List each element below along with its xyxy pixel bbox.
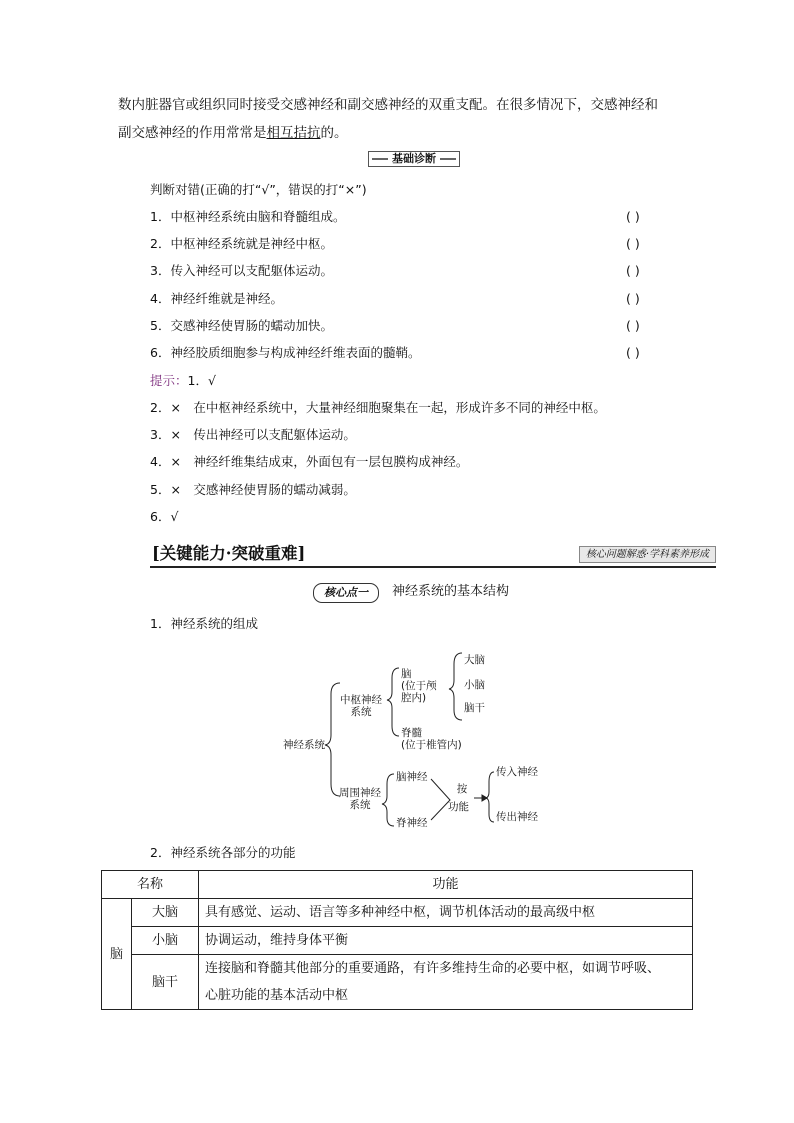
- intro-line-1: 数内脏器官或组织同时接受交感神经和副交感神经的双重支配。在很多情况下，交感神经和: [118, 97, 658, 113]
- answer-blank[interactable]: ( ): [626, 209, 640, 224]
- answer-blank[interactable]: ( ): [626, 263, 640, 278]
- spinal-nerve-label: 脊神经: [396, 817, 428, 829]
- answer-blank[interactable]: ( ): [626, 345, 640, 360]
- row-function-line-2: 心脏功能的基本活动中枢: [205, 988, 349, 1003]
- judge-item: 1．中枢神经系统由脑和脊髓组成。: [150, 209, 346, 224]
- pns-brace: [382, 774, 394, 826]
- cerebellum-label: 小脑: [464, 679, 485, 691]
- row-function-line-1: 连接脑和脊髓其他部分的重要通路，有许多维持生命的必要中枢，如调节呼吸、: [205, 961, 661, 976]
- hint-answer: 3．× 传出神经可以支配躯体运动。: [150, 427, 356, 442]
- table-header-row: [102, 871, 693, 899]
- pns-label: [338, 787, 382, 811]
- keypoint-badge: 核心点一: [313, 583, 379, 603]
- merge-lines: [431, 779, 450, 820]
- intro-text: 副交感神经的作用常常是: [118, 125, 267, 141]
- hint-answer: 1．√: [187, 373, 216, 388]
- row-name: 小脑: [132, 927, 199, 955]
- brain-label: [401, 668, 437, 704]
- hint-answer: 4．× 神经纤维集结成束，外面包有一层包膜构成神经。: [150, 454, 469, 469]
- cns-brace: [387, 668, 399, 736]
- by-function-line-2: 功能: [448, 801, 469, 813]
- section-title: [关键能力·突破重难]: [152, 544, 306, 563]
- header-name: 名称: [102, 871, 199, 899]
- by-function-label: [451, 783, 473, 795]
- table-row: [102, 899, 693, 927]
- row-name: 大脑: [132, 899, 199, 927]
- judge-item: 3．传入神经可以支配躯体运动。: [150, 263, 333, 278]
- row-function: 具有感觉、运动、语言等多种神经中枢，调节机体活动的最高级中枢: [199, 899, 693, 927]
- intro-emphasis: 相互拮抗: [266, 125, 321, 141]
- subheading-composition: 1．神经系统的组成: [150, 616, 258, 631]
- diagram-root-label: 神经系统: [283, 739, 325, 751]
- cranial-nerve-label: 脑神经: [396, 771, 428, 783]
- answer-blank[interactable]: ( ): [626, 236, 640, 251]
- root-brace: [325, 683, 340, 796]
- output-brace: [486, 772, 494, 822]
- keypoint-title: 神经系统的基本结构: [392, 584, 510, 599]
- answer-blank[interactable]: ( ): [626, 318, 640, 333]
- table-row: [102, 927, 693, 955]
- afferent-nerve-label: 传入神经: [496, 766, 538, 778]
- cerebrum-label: 大脑: [464, 654, 485, 666]
- spinal-cord-line-1: 脊髓: [401, 727, 422, 739]
- intro-text-end: 的。: [320, 125, 348, 141]
- cns-label-line-2: 系统: [350, 706, 372, 718]
- judge-item: 6．神经胶质细胞参与构成神经纤维表面的髓鞘。: [150, 345, 421, 360]
- pns-label-line-1: 周围神经: [339, 787, 381, 799]
- subheading-functions: 2．神经系统各部分的功能: [150, 845, 296, 860]
- brainstem-label: 脑干: [464, 702, 485, 714]
- pns-label-line-2: 系统: [349, 799, 371, 811]
- section-badge: 核心问题解惑·学科素养形成: [579, 546, 716, 563]
- brain-label-line-2: (位于颅: [401, 680, 437, 692]
- row-function: 协调运动，维持身体平衡: [199, 927, 693, 955]
- brain-brace: [449, 653, 462, 720]
- by-function-line-1: 按: [456, 783, 468, 795]
- judge-instruction: 判断对错(正确的打“√”，错误的打“×”): [150, 182, 367, 197]
- judge-item: 5．交感神经使胃肠的蠕动加快。: [150, 318, 333, 333]
- brain-label-line-3: 腔内): [401, 692, 427, 704]
- hint-answer: 2．× 在中枢神经系统中，大量神经细胞聚集在一起，形成许多不同的神经中枢。: [150, 400, 606, 415]
- spinal-cord-label: [401, 727, 462, 751]
- cns-label-line-1: 中枢神经: [340, 694, 382, 706]
- hint-answer: 6．√: [150, 509, 179, 524]
- judge-item: 4．神经纤维就是神经。: [150, 291, 283, 306]
- judge-item: 2．中枢神经系统就是神经中枢。: [150, 236, 333, 251]
- table-row: [102, 955, 693, 1010]
- header-function: 功能: [199, 871, 693, 899]
- group-brain: 脑: [102, 899, 132, 1010]
- spinal-cord-line-2: (位于椎管内): [401, 739, 462, 751]
- row-function: [199, 955, 693, 1010]
- efferent-nerve-label: 传出神经: [496, 811, 538, 823]
- row-name: 脑干: [132, 955, 199, 1010]
- answer-blank[interactable]: ( ): [626, 291, 640, 306]
- hint-label: 提示：: [150, 373, 188, 388]
- banner-label: 基础诊断: [392, 152, 436, 165]
- function-table: [101, 870, 693, 1010]
- cns-label: [340, 694, 382, 718]
- brain-label-line-1: 脑: [401, 668, 412, 680]
- hint-answer: 5．× 交感神经使胃肠的蠕动减弱。: [150, 482, 356, 497]
